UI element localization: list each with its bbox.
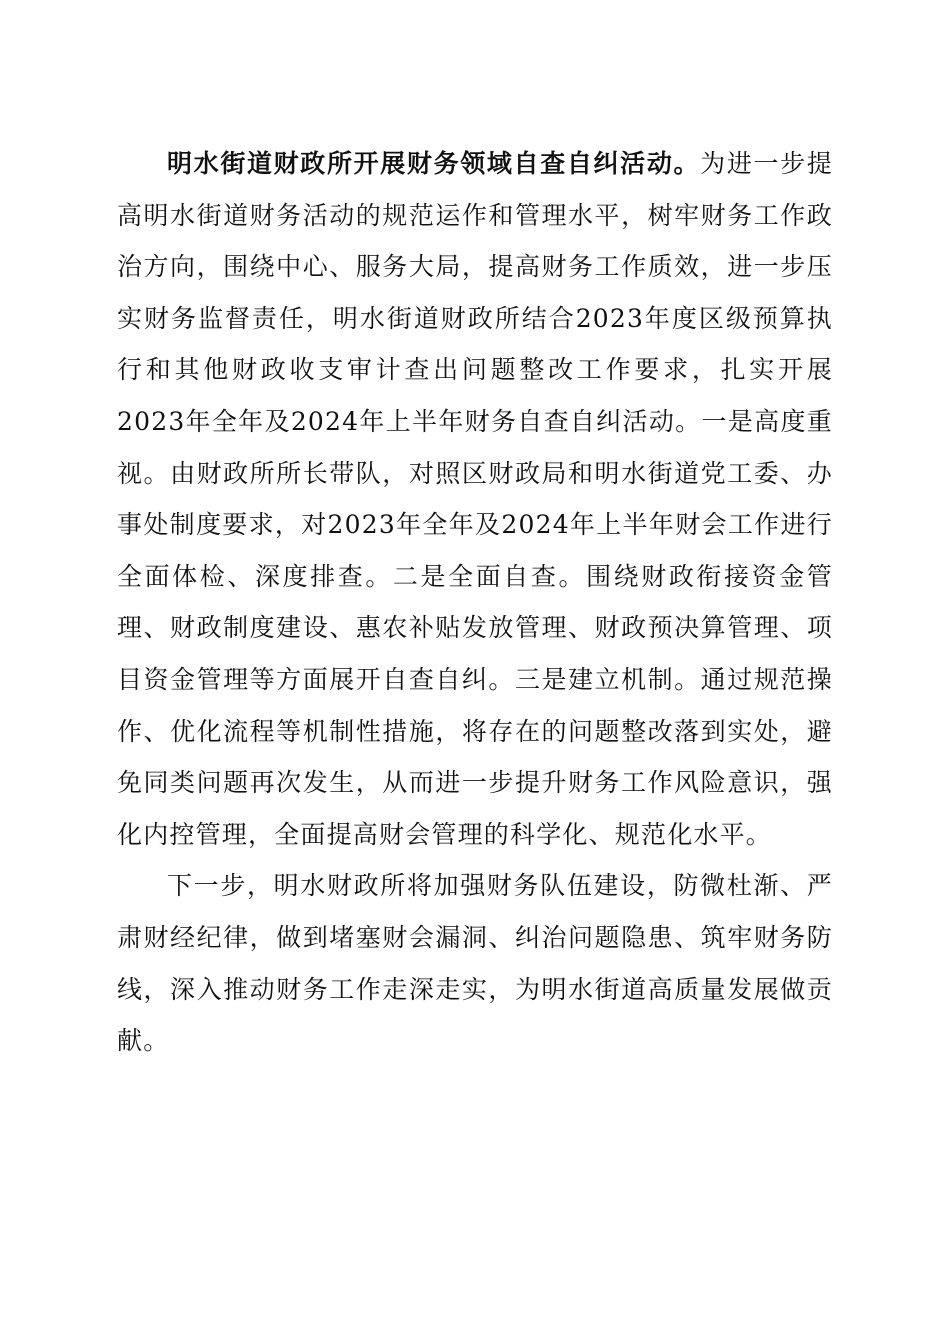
point-2-heading: 二是全面自查。 xyxy=(392,561,587,591)
point-1-heading: 一是高度重视。 xyxy=(117,406,833,488)
point-1-text: 由财政所所长带队，对照区财政局和明水街道党工委、办事处制度要求，对2023年全年及2024年上半年财会工作进行全面体检、深度排查。 xyxy=(117,458,833,591)
point-3-heading: 三是建立机制。 xyxy=(514,664,701,694)
document-body xyxy=(117,138,833,1067)
paragraph-title: 明水街道财政所开展财务领域自查自纠活动。 xyxy=(167,149,701,178)
point-2-text: 围绕财政衔接资金管理、财政制度建设、惠农补贴发放管理、财政预决算管理、项目资金管理等方面展开自查自纠。 xyxy=(117,561,833,694)
point-3-text: 通过规范操作、优化流程等机制性措施，将存在的问题整改落到实处，避免同类问题再次发生，从而进一步提升财务工作风险意识，强化内控管理，全面提高财会管理的科学化、规范化水平。 xyxy=(117,664,833,849)
paragraph-intro-text: 为进一步提高明水街道财务活动的规范运作和管理水平，树牢财务工作政治方向，围绕中心、服务大局，提高财务工作质效，进一步压实财务监督责任，明水街道财政所结合2023年度区级预算执行和其他财政收支审计查出问题整改工作要求，扎实开展2023年全年及2024年上半年财务自查自纠活动。 xyxy=(117,149,833,436)
paragraph-next-steps: 下一步，明水财政所将加强财务队伍建设，防微杜渐、严肃财经纪律，做到堵塞财会漏洞、纠治问题隐患、筑牢财务防线，深入推动财务工作走深走实，为明水街道高质量发展做贡献。 xyxy=(117,871,833,1056)
paragraph-self-inspection xyxy=(117,138,833,860)
